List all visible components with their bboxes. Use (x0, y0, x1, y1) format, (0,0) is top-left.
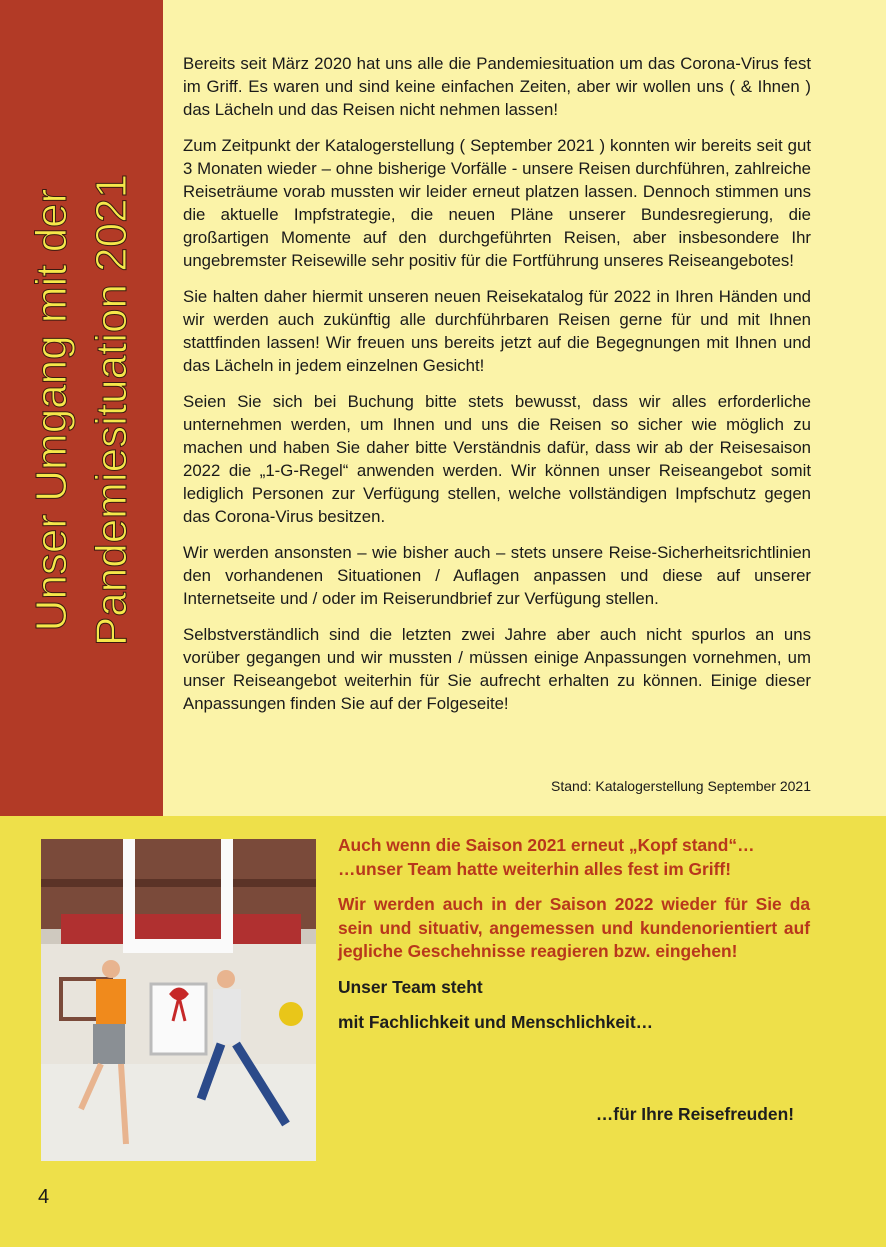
team-photo (41, 839, 316, 1161)
headline-kopfstand: Auch wenn die Saison 2021 erneut „Kopf stand“… (338, 835, 755, 855)
paragraph-1: Bereits seit März 2020 hat uns alle die Pandemiesituation um das Corona-Virus fest im Griff. Es waren und sind keine einfachen Zeiten, aber wir wollen uns ( & Ihnen ) das Lächeln und das Reisen nicht nehmen lassen! (183, 54, 811, 119)
season-2022-message: Wir werden auch in der Saison 2022 wieder für Sie da sein und situativ, angemessen und kundenorientiert auf jegliche Geschehnisse reagieren bzw. eingehen! (338, 894, 810, 961)
paragraph-4: Seien Sie sich bei Buchung bitte stets bewusst, dass wir alles erforderliche unternehmen werden, um Ihnen und uns die Reisen so sicher wie möglich zu machen und haben Sie daher bitte Verständnis dafür, dass wir ab der Reisesaison 2022 die „1-G-Regel“ anwenden werden. Wir können unser Reiseangebot somit lediglich Personen zur Verfügung stellen, welche vollständigen Impfschutz gegen das Corona-Virus besitzen. (183, 392, 811, 526)
side-title (22, 174, 142, 646)
team-message (338, 834, 810, 1047)
closing-line: …für Ihre Reisefreuden! (595, 1104, 794, 1124)
page-number: 4 (38, 1186, 50, 1208)
side-title-line-1: Unser Umgang mit der (27, 188, 76, 632)
status-note: Stand: Katalogerstellung September 2021 (551, 778, 811, 794)
headline-griff: …unser Team hatte weiterhin alles fest im Griff! (338, 858, 731, 879)
side-title-line-2: Pandemiesituation 2021 (87, 173, 136, 647)
team-photo-illustration (41, 839, 316, 1161)
team-line-1: Unser Team steht (338, 976, 483, 997)
paragraph-5: Wir werden ansonsten – wie bisher auch – stets unsere Reise-Sicherheitsrichtlinien den vorhandenen Situationen / Auflagen anpassen und diese auf unserer Internetseite und / oder im Reiserundbrief zur Verfügung stellen. (183, 543, 811, 608)
paragraph-2: Zum Zeitpunkt der Katalogerstellung ( September 2021 ) konnten wir bereits seit gut 3 Monaten wieder – ohne bisherige Vorfälle - unsere Reisen durchführen, zahlreiche Reiseträume vorab mussten wir leider erneut platzen lassen. Dennoch stimmen uns die aktuelle Impfstrategie, die neuen Pläne unserer Bundesregierung, die großartigen Momente auf den durchgeführten Reisen, aber insbesondere Ihr ungebremster Reisewille sehr positiv für die Fortführung unseres Reiseangebotes! (183, 136, 811, 270)
paragraph-6: Selbstverständlich sind die letzten zwei Jahre aber auch nicht spurlos an uns vorüber gegangen und wir mussten / müssen einige Anpassungen vornehmen, um unser Reiseangebot weiterhin für Sie aufrecht erhalten zu können. Einige dieser Anpassungen finden Sie auf der Folgeseite! (183, 625, 811, 713)
intro-text (183, 52, 811, 728)
side-band (0, 0, 163, 816)
paragraph-3: Sie halten daher hiermit unseren neuen Reisekatalog für 2022 in Ihren Händen und wir werden auch zukünftig alle durchführbaren Reisen gerne für und mit Ihnen stattfinden lassen! Wir freuen uns bereits jetzt auf die Begegnungen mit Ihnen und das Lächeln in jedem einzelnen Gesicht! (183, 287, 811, 375)
team-line-2: mit Fachlichkeit und Menschlichkeit… (338, 1012, 654, 1032)
